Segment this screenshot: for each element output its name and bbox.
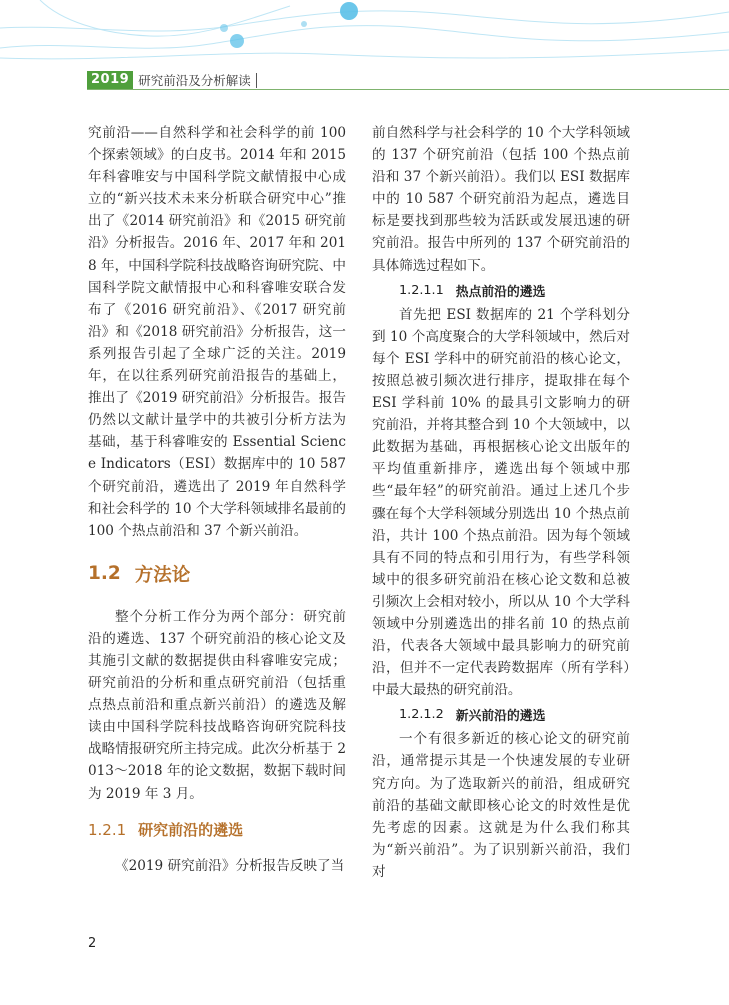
- methodology-paragraph: 整个分析工作分为两个部分：研究前沿的遴选、137 个研究前沿的核心论文及其施引文献的数据提供由科睿唯安完成；研究前沿的分析和重点研究前沿（包括重点热点前沿和重点新兴前沿）的遴选及解读由中国科学院科技战略咨询研究院科技战略情报研究所主持完成。此次分析基于 2013～2018 年的论文数据，数据下载时间为 2019 年 3 月。: [88, 608, 346, 802]
- hot-fronts-paragraph: 首先把 ESI 数据库的 21 个学科划分到 10 个高度聚合的大学科领域中，然后对每个 ESI 学科中的研究前沿的核心论文，按照总被引频次进行排序，提取排在每个 ESI 学科前 10% 的最具引文影响力的研究前沿，并将其整合到 10 个大领域中，以此数据为基础，再根据核心论文出版年的平均值重新排序，遴选出每个领域中那些“最年轻”的研究前沿。通过上述几个步骤在每个大学科领域分别选出 10 个热点前沿，共计 100 个热点前沿。因为每个领域具有不同的特点和引用行为，有些学科领域中的很多研究前沿在核心论文数和总被引频次上会相对较小，所以从 10 个大学科领域中分别遴选出的排名前 10 的热点前沿，代表各大领域中最具影响力的研究前沿，但并不一定代表跨数据库（所有学科）中最大最热的研究前沿。: [372, 306, 630, 699]
- section-heading-1-2: [88, 542, 346, 606]
- header-decoration: [0, 0, 729, 70]
- intro-paragraph-continued: 究前沿——自然科学和社会科学的前 100 个探索领域》的白皮书。2014 年和 2015 年科睿唯安与中国科学院文献情报中心成立的“新兴技术未来分析联合研究中心”推出了《2014 研究前沿》和《2015 研究前沿》分析报告。2016 年、2017 年和 2018 年，中国科学院科技战略咨询研究院、中国科学院文献情报中心和科睿唯安联合发布了《2016 研究前沿》、《2017 研究前沿》和《2018 研究前沿》分析报告，这一系列报告引起了全球广泛的关注。2019 年，在以往系列研究前沿报告的基础上，推出了《2019 研究前沿》分析报告。报告仍然以文献计量学中的共被引分析方法为基础，基于科睿唯安的 Essential Science Indicators（ESI）数据库中的 10 587 个研究前沿，遴选出了 2019 年自然科学和社会科学的 10 个大学科领域排名最前的 100 个热点前沿和 37 个新兴前沿。: [88, 125, 346, 539]
- subsubsection-number: 1.2.1.2: [399, 707, 444, 723]
- subsection-number: 1.2.1: [88, 820, 127, 839]
- running-header: [87, 71, 257, 89]
- left-column: [88, 122, 346, 877]
- decor-bubble-tiny: [301, 21, 307, 27]
- header-rule: [87, 89, 729, 90]
- selection-paragraph-start: 《2019 研究前沿》分析报告反映了当: [115, 857, 345, 874]
- decor-bubble-medium: [230, 34, 244, 48]
- subsection-heading-1-2-1: [88, 805, 346, 855]
- subsubsection-heading-1-2-1-2: [372, 701, 630, 728]
- year-badge: 2019: [87, 71, 133, 89]
- subsubsection-heading-1-2-1-1: [372, 277, 630, 304]
- header-separator: [256, 73, 257, 88]
- selection-paragraph-continued: 前自然科学与社会科学的 10 个大学科领域的 137 个研究前沿（包括 100 个热点前沿和 37 个新兴前沿）。我们以 ESI 数据库中的 10 587 个研究前沿为起点，遴选目标是要找到那些较为活跃或发展迅速的研究前沿。报告中所列的 137 个研究前沿的具体筛选过程如下。: [372, 125, 630, 274]
- section-number: 1.2: [88, 563, 121, 585]
- subsubsection-title: 热点前沿的遴选: [455, 284, 546, 300]
- decor-bubble-large: [340, 2, 358, 20]
- subsection-title: 研究前沿的遴选: [138, 821, 244, 840]
- decor-bubble-small: [220, 24, 228, 32]
- page-number: 2: [88, 936, 97, 951]
- section-title: 方法论: [134, 564, 191, 586]
- running-header-title: 研究前沿及分析解读: [138, 73, 251, 88]
- emerging-fronts-paragraph: 一个有很多新近的核心论文的研究前沿，通常提示其是一个快速发展的专业研究方向。为了选取新兴的前沿，组成研究前沿的基础文献即核心论文的时效性是优先考虑的因素。这就是为什么我们称其为“新兴前沿”。为了识别新兴前沿，我们对: [372, 731, 630, 880]
- right-column: [372, 122, 630, 883]
- subsubsection-title: 新兴前沿的遴选: [455, 709, 546, 725]
- subsubsection-number: 1.2.1.1: [399, 282, 444, 298]
